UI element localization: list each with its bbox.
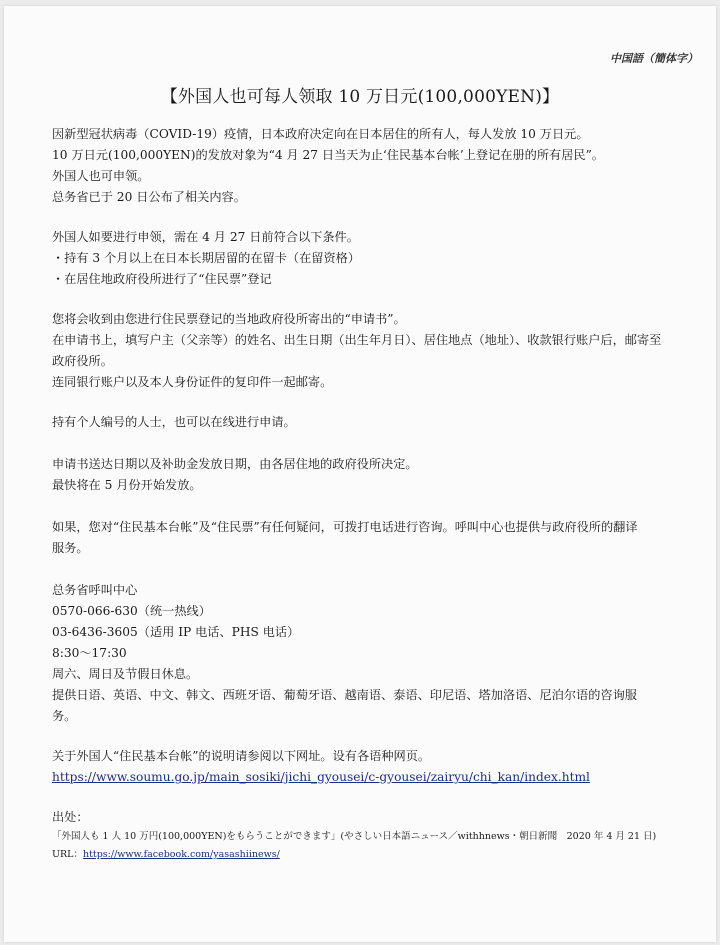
online-line: 持有个人编号的人士，也可以在线进行申请。	[52, 415, 296, 429]
intro-line-1: 因新型冠状病毒（COVID-19）疫情，日本政府决定向在日本居住的所有人，每人发放 10 万日元。	[52, 127, 589, 141]
schedule-line-1: 申请书送达日期以及补助金发放日期，由各居住地的政府役所决定。	[52, 457, 418, 471]
document-title: 【外国人也可每人领取 10 万日元(100,000YEN)】	[160, 87, 560, 107]
source-url-label: URL：	[52, 849, 83, 860]
call-center-phone-1: 0570-066-630（统一热线）	[52, 604, 211, 618]
inquiry-line-1a: 如果，您对“住民基本台帐”及“住民票”有任何疑问，可拨打电话进行咨询。呼叫中心也提供与政府役所的翻译	[52, 520, 638, 534]
condition-item-2: ・在居住地政府役所进行了“住民票”登记	[52, 272, 272, 286]
schedule-line-2: 最快将在 5 月份开始发放。	[52, 478, 202, 492]
call-center-phone-2: 03-6436-3605（适用 IP 电话、PHS 电话）	[52, 625, 300, 639]
call-center-hours: 8:30～17:30	[52, 646, 127, 660]
intro-line-2: 10 万日元(100,000YEN)的发放对象为“4 月 27 日当天为止‘住民基本台帐’上登记在册的所有居民”。	[52, 148, 604, 162]
source-url-row	[52, 846, 692, 864]
document-page	[4, 6, 716, 942]
conditions-heading: 外国人如要进行申领，需在 4 月 27 日前符合以下条件。	[52, 230, 359, 244]
condition-item-1: ・持有 3 个月以上在日本长期居留的在留卡（在留资格）	[52, 251, 361, 265]
call-center-name: 总务省呼叫中心	[52, 583, 138, 597]
application-line-3: 连同银行账户以及本人身份证件的复印件一起邮寄。	[52, 375, 333, 389]
application-line-2b: 政府役所。	[52, 354, 113, 368]
source-url-link[interactable]: https://www.facebook.com/yasashiinews/	[82, 849, 280, 860]
call-center-languages-a: 提供日语、英语、中文、韩文、西班牙语、葡萄牙语、越南语、泰语、印尼语、塔加洛语、尼泊尔语的咨询服	[52, 688, 637, 702]
document-body	[52, 124, 692, 864]
application-line-1: 您将会收到由您进行住民票登记的当地政府役所寄出的“申请书”。	[52, 312, 406, 326]
source-label: 出处：	[52, 810, 89, 824]
call-center-languages-b: 务。	[52, 709, 77, 723]
call-center-closed: 周六、周日及节假日休息。	[52, 667, 199, 681]
inquiry-line-1b: 服务。	[52, 541, 89, 555]
reference-url-link[interactable]: https://www.soumu.go.jp/main_sosiki/jichi_gyousei/c-gyousei/zairyu/chi_kan/index.html	[52, 770, 590, 784]
intro-line-4: 总务省已于 20 日公布了相关内容。	[52, 190, 246, 204]
intro-line-3: 外国人也可申领。	[52, 169, 150, 183]
source-citation: 「外国人も 1 人 10 万円(100,000YEN)をもらうことができます」(やさしい日本語ニュース／withhnews・朝日新聞 2020 年 4 月 21 日)	[52, 831, 657, 842]
application-line-2a: 在申请书上，填写户主（父亲等）的姓名、出生日期（出生年月日）、居住地点（地址）、收款银行账户后，邮寄至	[52, 333, 662, 347]
language-tag: 中国語（簡体字）	[610, 52, 698, 65]
reference-line: 关于外国人“住民基本台帐”的说明请参阅以下网址。设有各语种网页。	[52, 749, 431, 763]
